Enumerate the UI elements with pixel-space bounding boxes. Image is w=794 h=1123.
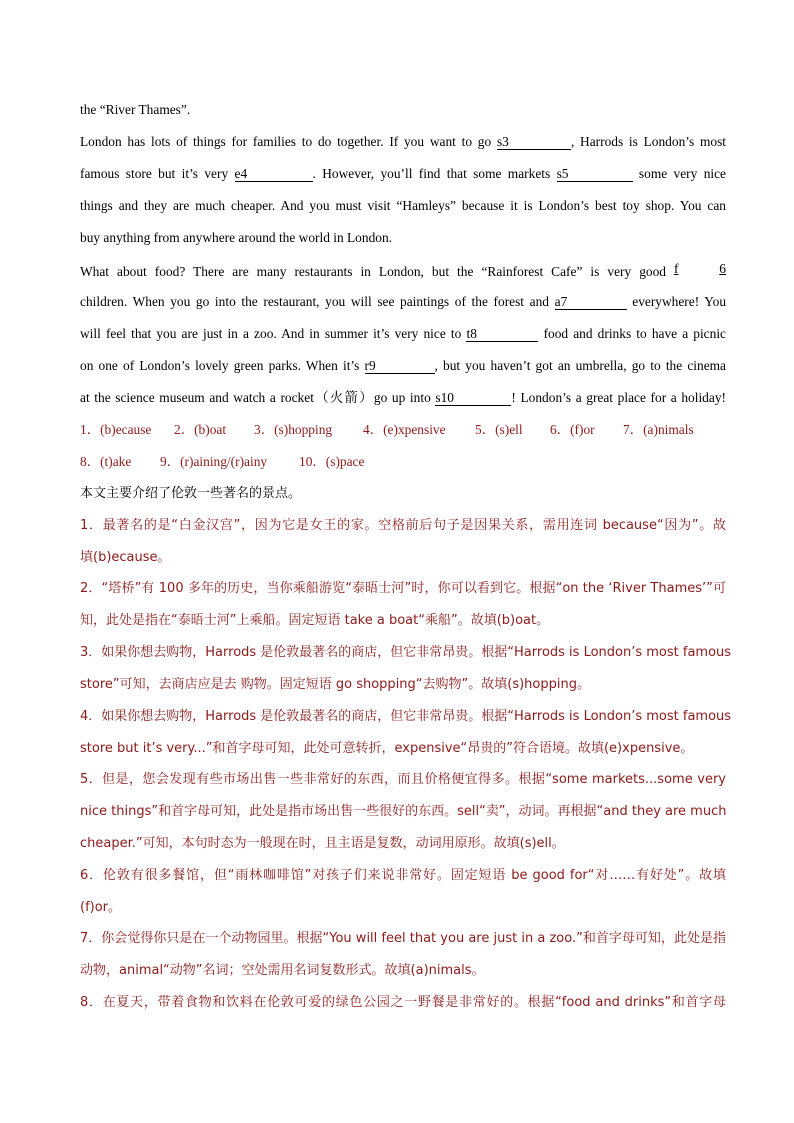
blank-4[interactable] (235, 166, 313, 182)
blank-number: 6 (719, 261, 726, 276)
passage-text: some very nice (632, 166, 726, 181)
passage-line-8 (80, 325, 726, 343)
blank-letter: a (554, 294, 561, 309)
passage-line-1: the “River Thames”. (80, 102, 191, 117)
blank-3[interactable] (497, 134, 571, 150)
blank-number: 3 (502, 134, 509, 149)
explanation-2-line-2: 知，此处是指在“泰晤士河”上乘船。固定短语 take a boat“乘船”。故填(b)oat。 (80, 613, 550, 628)
answer-item: 1．(b)ecause (80, 422, 152, 437)
answer-item: 4．(e)xpensive (363, 422, 446, 437)
passage-line-4: things and they are much cheaper. And you must visit “Hamleys” because it is London’s best toy shop. You can (80, 198, 726, 213)
blank-letter: t (466, 326, 471, 341)
passage-line-6 (80, 261, 726, 281)
passage-line-9 (80, 357, 726, 375)
answer-item: 6．(f)or (550, 422, 595, 437)
answer-item: 10．(s)pace (299, 454, 365, 469)
blank-letter: s (496, 134, 503, 149)
passage-text: London has lots of things for families to do together. If you want to go (80, 134, 497, 149)
explanation-6-line-2: (f)or。 (80, 900, 122, 915)
explanation-8-line-1: 8．在夏天，带着食物和饮料在伦敦可爱的绿色公园之一野餐是非常好的。根据“food and drinks”和首字母 (80, 995, 726, 1010)
passage-text: What about food? There are many restaurants in London, but the “Rainforest Cafe” is very good (80, 264, 674, 279)
passage-text: at the science museum and watch a rocket（火箭）go up into (80, 390, 436, 405)
passage-text: food and drinks to have a picnic (538, 326, 726, 341)
passage-line-3 (80, 165, 726, 183)
explanation-7-line-2: 动物，animal“动物”名词；空处需用名词复数形式。故填(a)nimals。 (80, 963, 485, 978)
blank-letter: e (234, 166, 241, 181)
explanation-6-line-1: 6．伦敦有很多餐馆，但“雨林咖啡馆”对孩子们来说非常好。固定短语 be good for“对……有好处”。故填 (80, 868, 726, 883)
blank-10[interactable] (435, 390, 511, 406)
blank-7[interactable] (555, 294, 627, 310)
blank-number: 5 (561, 166, 569, 181)
answer-item: 7．(a)nimals (623, 422, 694, 437)
explanation-2-line-1: 2．“塔桥”有 100 多年的历史，当你乘船游览“泰晤士河”时，你可以看到它。根据“on the ‘River Thames’”可 (80, 581, 726, 596)
blank-5[interactable] (557, 166, 633, 182)
passage-text: , but you haven’t got an umbrella, go to the cinema (434, 358, 726, 373)
answer-item: 3．(s)hopping (254, 422, 333, 437)
passage-text: , Harrods is London’s most (570, 134, 726, 149)
explanation-3-line-2: store”可知，去商店应是去 购物。固定短语 go shopping“去购物”。故填(s)hopping。 (80, 677, 590, 692)
passage-line-5: buy anything from anywhere around the world in London. (80, 230, 393, 245)
explanation-1-line-2: 填(b)ecause。 (80, 550, 171, 565)
passage-text: will feel that you are just in a zoo. And in summer it’s very nice to (80, 326, 467, 341)
blank-8[interactable] (466, 326, 538, 342)
explanation-intro: 本文主要介绍了伦敦一些著名的景点。 (80, 486, 302, 501)
passage-text: . However, you’ll find that some markets (312, 166, 557, 181)
passage-line-2 (80, 133, 726, 151)
blank-number: 9 (368, 358, 376, 373)
answer-row-2 (80, 453, 726, 471)
passage-line-10 (80, 389, 726, 407)
explanation-1-line-1: 1．最著名的是“白金汉宫”，因为它是女王的家。空格前后句子是因果关系，需用连词 because“因为”。故 (80, 518, 726, 533)
passage-text: famous store but it’s very (80, 166, 235, 181)
blank-number: 10 (440, 390, 454, 405)
blank-letter: r (364, 358, 369, 373)
explanation-4-line-1: 4．如果你想去购物，Harrods 是伦敦最著名的商店，但它非常昂贵。根据“Harrods is London’s most famous (80, 709, 732, 724)
explanation-5-line-3: cheaper.”可知，本句时态为一般现在时，且主语是复数，动词用原形。故填(s)ell。 (80, 836, 565, 851)
blank-letter: s (556, 166, 562, 181)
answer-row-1 (80, 421, 726, 439)
passage-text: everywhere! You (626, 294, 727, 309)
blank-letter: s (435, 390, 441, 405)
explanation-5-line-2: nice things”和首字母可知，此处是指市场出售一些很好的东西。sell“卖”，动词。再根据“and they are much (80, 804, 727, 819)
explanation-3-line-1: 3．如果你想去购物，Harrods 是伦敦最著名的商店，但它非常昂贵。根据“Harrods is London’s most famous (80, 645, 732, 660)
explanation-4-line-2: store but it’s very...”和首字母可知，此处可意转折，expensive“昂贵的”符合语境。故填(e)xpensive。 (80, 741, 694, 756)
passage-line-7 (80, 293, 726, 311)
blank-number: 8 (470, 326, 477, 341)
passage-text: on one of London’s lovely green parks. When it’s (80, 358, 365, 373)
explanation-7-line-1: 7．你会觉得你只是在一个动物园里。根据“You will feel that you are just in a zoo.”和首字母可知，此处是指 (80, 931, 726, 946)
blank-letter: f (674, 261, 679, 276)
passage-text: children. When you go into the restaurant, you will see paintings of the forest and (80, 294, 555, 309)
explanation-5-line-1: 5．但是，您会发现有些市场出售一些非常好的东西，而且价格便宜得多。根据“some markets...some very (80, 772, 726, 787)
answer-item: 9．(r)aining/(r)ainy (160, 454, 268, 469)
answer-item: 5．(s)ell (475, 422, 523, 437)
answer-item: 8．(t)ake (80, 454, 132, 469)
blank-6[interactable] (674, 261, 726, 276)
blank-number: 4 (240, 166, 248, 181)
blank-number: 7 (560, 294, 568, 309)
answer-item: 2．(b)oat (174, 422, 227, 437)
passage-text: ! London’s a great place for a holiday! (511, 390, 726, 405)
blank-9[interactable] (365, 358, 435, 374)
